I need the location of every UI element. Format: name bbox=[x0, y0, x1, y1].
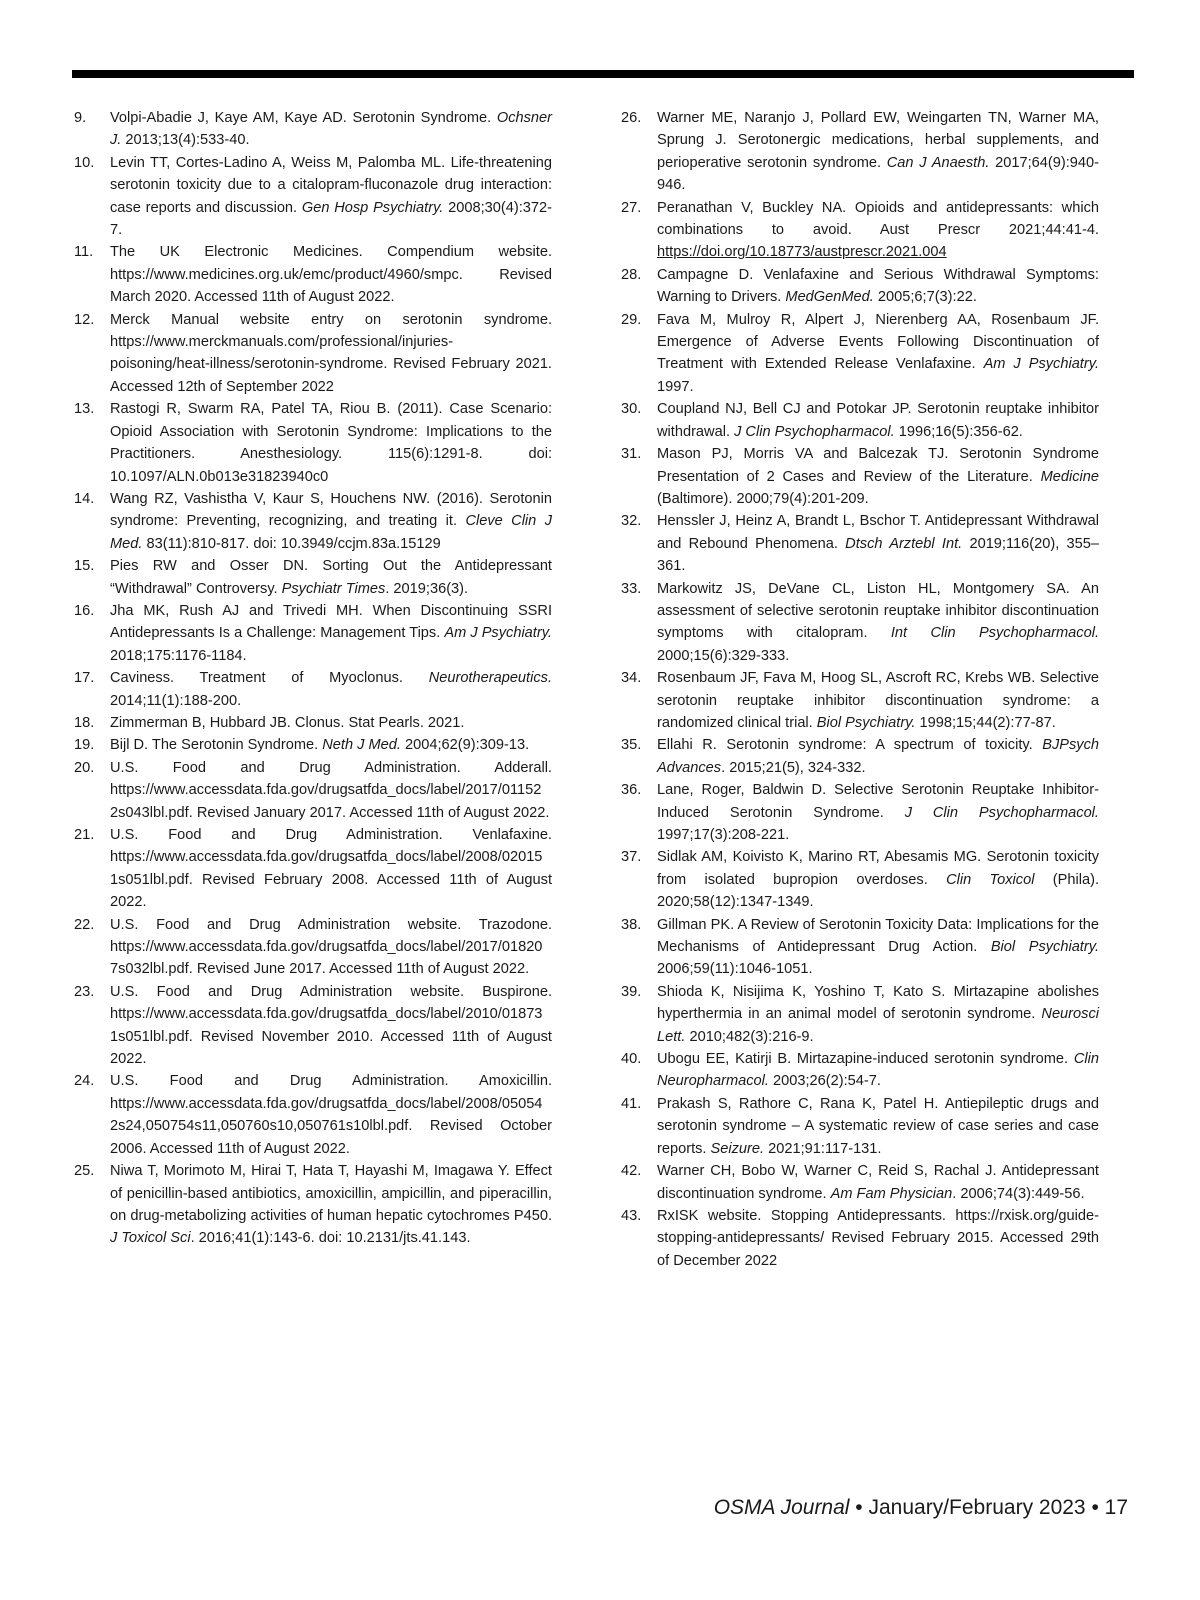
reference-text bbox=[110, 667, 552, 712]
reference-segment: Pies RW and Osser DN. Sorting Out the Antidepressant “Withdrawal” Controversy. bbox=[110, 558, 552, 597]
reference-segment: Fava M, Mulroy R, Alpert J, Nierenberg AA, Rosenbaum JF. Emergence of Adverse Events Following Discontinuation of Treatment with Extended Release Venlafaxine. bbox=[657, 311, 1099, 373]
reference-item bbox=[74, 309, 552, 399]
reference-number: 12. bbox=[74, 311, 95, 328]
reference-number: 23. bbox=[74, 983, 95, 1000]
reference-text bbox=[657, 914, 1099, 981]
reference-number: 37. bbox=[621, 849, 642, 866]
reference-number: 36. bbox=[621, 782, 642, 799]
reference-text bbox=[657, 1093, 1099, 1160]
journal-title: Neurotherapeutics. bbox=[428, 670, 552, 687]
reference-text bbox=[110, 398, 552, 488]
reference-text bbox=[657, 197, 1099, 264]
reference-segment: U.S. Food and Drug Administration. Adderall. https://www.accessdata.fda.gov/drugsatfda_docs/label/2017/01152 2s043lbl.pdf. Revised January 2017. Accessed 11th of August 2022. bbox=[110, 759, 552, 821]
reference-number: 11. bbox=[74, 244, 94, 261]
reference-number: 27. bbox=[621, 199, 642, 216]
reference-number: 28. bbox=[621, 266, 642, 283]
reference-segment: Markowitz JS, DeVane CL, Liston HL, Montgomery SA. An assessment of selective serotonin reuptake inhibitor discontinuation symptoms with citalopram. bbox=[657, 580, 1099, 642]
reference-item bbox=[74, 712, 552, 734]
header-rule bbox=[72, 70, 1134, 78]
reference-text bbox=[657, 1205, 1099, 1272]
reference-number: 18. bbox=[74, 714, 95, 731]
reference-number: 38. bbox=[621, 916, 642, 933]
reference-segment: 1996;16(5):356-62. bbox=[894, 423, 1023, 440]
reference-segment: Campagne D. Venlafaxine and Serious Withdrawal Symptoms: Warning to Drivers. bbox=[657, 266, 1099, 306]
reference-text bbox=[657, 981, 1099, 1048]
reference-text bbox=[110, 1160, 552, 1250]
reference-segment: Lane, Roger, Baldwin D. Selective Serotonin Reuptake Inhibitor-Induced Serotonin Syndrome. bbox=[657, 782, 1099, 821]
reference-segment: 2003;26(2):54-7. bbox=[768, 1073, 881, 1090]
reference-number: 21. bbox=[74, 827, 95, 843]
journal-title: Gen Hosp Psychiatry. bbox=[301, 199, 444, 216]
journal-title: Biol Psychiatry. bbox=[990, 939, 1099, 956]
reference-segment: The UK Electronic Medicines. Compendium website. https://www.medicines.org.uk/emc/product/4960/smpc. Revised March 2020. Accessed 11th of August 2022. bbox=[110, 244, 552, 306]
reference-item bbox=[621, 264, 1099, 309]
reference-text bbox=[110, 107, 552, 152]
reference-segment: . 2015;21(5), 324-332. bbox=[721, 759, 866, 776]
reference-segment: 2018;175:1176-1184. bbox=[110, 647, 247, 664]
reference-text bbox=[110, 824, 552, 914]
reference-segment: 1997. bbox=[657, 378, 694, 395]
journal-title: J Clin Psychopharmacol. bbox=[734, 423, 895, 440]
reference-segment: . 2006;74(3):449-56. bbox=[952, 1185, 1085, 1202]
journal-title: Clin Neuropharmacol. bbox=[657, 1051, 1099, 1090]
reference-item bbox=[74, 734, 552, 756]
reference-number: 33. bbox=[621, 580, 642, 597]
journal-title: Psychiatr Times bbox=[281, 580, 386, 597]
journal-title: J Toxicol Sci bbox=[110, 1230, 191, 1247]
reference-item bbox=[621, 734, 1099, 779]
reference-item bbox=[74, 488, 552, 555]
reference-segment: 1998;15;44(2):77-87. bbox=[915, 714, 1056, 731]
reference-item bbox=[74, 914, 552, 981]
footer-journal: OSMA Journal bbox=[713, 1496, 850, 1519]
journal-title: Clin Toxicol bbox=[946, 871, 1035, 888]
reference-segment: U.S. Food and Drug Administration. Venlafaxine. https://www.accessdata.fda.gov/drugsatfda_docs/label/2008/02015 1s051lbl.pdf. Revised February 2008. Accessed 11th of August 2022. bbox=[110, 827, 552, 911]
reference-segment: Rastogi R, Swarm RA, Patel TA, Riou B. (2011). Case Scenario: Opioid Association with Serotonin Syndrome: Implications to the Practitioners. Anesthesiology. 115(6):1291-8. doi: 10.1097/ALN.0b013e31823940c0 bbox=[110, 401, 552, 485]
reference-text bbox=[657, 1160, 1099, 1205]
journal-title: Medicine bbox=[1040, 468, 1099, 485]
journal-title: Seizure. bbox=[710, 1140, 765, 1157]
reference-number: 31. bbox=[621, 446, 642, 463]
reference-segment: RxISK website. Stopping Antidepressants. https://rxisk.org/guide-stopping-antidepressants/ Revised February 2015. Accessed 29th of December 2022 bbox=[657, 1207, 1099, 1269]
reference-item bbox=[621, 779, 1099, 846]
journal-title: BJPsych Advances bbox=[657, 737, 1099, 776]
reference-item bbox=[621, 667, 1099, 734]
references-column-right bbox=[621, 107, 1099, 1272]
reference-segment: Bijl D. The Serotonin Syndrome. bbox=[110, 737, 323, 754]
reference-segment: Henssler J, Heinz A, Brandt L, Bschor T. Antidepressant Withdrawal and Rebound Phenomena. bbox=[657, 513, 1099, 552]
reference-item bbox=[621, 578, 1099, 668]
reference-item bbox=[621, 398, 1099, 443]
reference-text bbox=[110, 712, 552, 734]
reference-number: 20. bbox=[74, 759, 95, 776]
reference-text bbox=[110, 600, 552, 667]
reference-number: 35. bbox=[621, 737, 642, 754]
reference-number: 26. bbox=[621, 110, 642, 126]
reference-segment: (Baltimore). 2000;79(4):201-209. bbox=[657, 490, 869, 507]
reference-segment: Merck Manual website entry on serotonin syndrome. https://www.merckmanuals.com/professional/injuries-poisoning/heat-illness/serotonin-syndrome. Revised February 2021. Accessed 12th of September 2022 bbox=[110, 311, 552, 395]
reference-text bbox=[657, 510, 1099, 577]
reference-item bbox=[621, 309, 1099, 399]
reference-text bbox=[110, 914, 552, 981]
reference-text bbox=[657, 309, 1099, 399]
reference-item bbox=[74, 555, 552, 600]
reference-item bbox=[74, 757, 552, 824]
reference-number: 10. bbox=[74, 154, 95, 171]
reference-text bbox=[110, 1070, 552, 1160]
reference-segment: U.S. Food and Drug Administration. Amoxicillin. https://www.accessdata.fda.gov/drugsatfda_docs/label/2008/05054 2s24,050754s11,050760s10,050761s10lbl.pdf. Revised October 2006. Accessed 11th of August 2022. bbox=[110, 1073, 552, 1157]
reference-text bbox=[657, 443, 1099, 510]
reference-number: 29. bbox=[621, 311, 642, 328]
reference-number: 19. bbox=[74, 737, 95, 754]
journal-title: Ochsner J. bbox=[110, 110, 552, 149]
reference-text bbox=[110, 981, 552, 1071]
reference-segment: 2006;59(11):1046-1051. bbox=[657, 961, 813, 978]
reference-text bbox=[657, 398, 1099, 443]
reference-item bbox=[621, 1160, 1099, 1205]
reference-segment: 2004;62(9):309-13. bbox=[400, 737, 530, 754]
reference-segment: Wang RZ, Vashistha V, Kaur S, Houchens NW. (2016). Serotonin syndrome: Preventing, recognizing, and treating it. bbox=[110, 490, 552, 530]
reference-segment: Mason PJ, Morris VA and Balcezak TJ. Serotonin Syndrome Presentation of 2 Cases and Review of the Literature. bbox=[657, 446, 1099, 485]
journal-title: Int Clin Psychopharmacol. bbox=[890, 625, 1099, 642]
journal-title: Am Fam Physician bbox=[830, 1185, 953, 1202]
reference-segment: 2013;13(4):533-40. bbox=[121, 132, 250, 149]
reference-segment: (Phila). 2020;58(12):1347-1349. bbox=[657, 871, 1100, 911]
reference-number: 9. bbox=[74, 110, 87, 126]
reference-text bbox=[657, 107, 1099, 197]
reference-text bbox=[657, 667, 1099, 734]
reference-number: 15. bbox=[74, 558, 95, 575]
reference-item bbox=[621, 1093, 1099, 1160]
reference-segment: Volpi-Abadie J, Kaye AM, Kaye AD. Serotonin Syndrome. bbox=[110, 110, 497, 126]
reference-item bbox=[74, 107, 552, 152]
reference-item bbox=[621, 1048, 1099, 1093]
reference-segment: Warner CH, Bobo W, Warner C, Reid S, Rachal J. Antidepressant discontinuation syndrome. bbox=[657, 1163, 1099, 1202]
reference-segment: Peranathan V, Buckley NA. Opioids and antidepressants: which combinations to avoid. Aust Prescr 2021;44:41-4. bbox=[657, 199, 1099, 239]
reference-segment: Levin TT, Cortes-Ladino A, Weiss M, Palomba ML. Life-threatening serotonin toxicity due to a citalopram-fluconazole drug interaction: case reports and discussion. bbox=[110, 154, 552, 216]
reference-segment: Prakash S, Rathore C, Rana K, Patel H. Antiepileptic drugs and serotonin syndrome – A systematic review of case series and case reports. bbox=[657, 1095, 1099, 1157]
reference-number: 34. bbox=[621, 670, 642, 687]
journal-title: MedGenMed. bbox=[785, 289, 874, 306]
reference-item bbox=[74, 398, 552, 488]
reference-text bbox=[110, 309, 552, 399]
reference-number: 42. bbox=[621, 1163, 642, 1180]
journal-title: Neth J Med. bbox=[322, 737, 401, 754]
references-column-left bbox=[74, 107, 552, 1250]
reference-segment: 2005;6;7(3):22. bbox=[873, 289, 977, 306]
reference-text bbox=[110, 734, 552, 756]
reference-segment: 2019;116(20), 355–361. bbox=[657, 535, 1099, 575]
reference-segment: 2000;15(6):329-333. bbox=[657, 647, 790, 664]
reference-segment: Zimmerman B, Hubbard JB. Clonus. Stat Pearls. 2021. bbox=[110, 714, 465, 731]
reference-text bbox=[657, 779, 1099, 846]
reference-segment: U.S. Food and Drug Administration website. Trazodone. https://www.accessdata.fda.gov/drugsatfda_docs/label/2017/01820 7s032lbl.pdf. Revised June 2017. Accessed 11th of August 2022. bbox=[110, 916, 552, 978]
reference-number: 40. bbox=[621, 1051, 642, 1068]
reference-number: 39. bbox=[621, 983, 642, 1000]
reference-item bbox=[74, 981, 552, 1071]
reference-segment: Niwa T, Morimoto M, Hirai T, Hata T, Hayashi M, Imagawa Y. Effect of penicillin-based antibiotics, amoxicillin, ampicillin, and piperacillin, on drug-metabolizing activities of human hepatic cytochromes P450. bbox=[110, 1163, 552, 1224]
reference-item bbox=[74, 241, 552, 308]
reference-number: 30. bbox=[621, 401, 642, 418]
reference-text bbox=[110, 241, 552, 308]
reference-item bbox=[621, 1205, 1099, 1272]
reference-number: 32. bbox=[621, 513, 642, 530]
journal-title: Biol Psychiatry. bbox=[816, 714, 916, 731]
reference-item bbox=[74, 824, 552, 914]
reference-segment: 2008;30(4):372-7. bbox=[110, 199, 552, 239]
reference-item bbox=[74, 600, 552, 667]
reference-number: 43. bbox=[621, 1207, 642, 1224]
reference-segment: Coupland NJ, Bell CJ and Potokar JP. Serotonin reuptake inhibitor withdrawal. bbox=[657, 401, 1099, 440]
reference-item bbox=[621, 197, 1099, 264]
reference-number: 14. bbox=[74, 490, 95, 507]
reference-text bbox=[657, 1048, 1099, 1093]
reference-item bbox=[621, 981, 1099, 1048]
journal-title: Cleve Clin J Med. bbox=[110, 513, 552, 552]
reference-segment: 83(11):810-817. doi: 10.3949/ccjm.83a.15129 bbox=[142, 535, 441, 552]
reference-segment: . 2019;36(3). bbox=[385, 580, 469, 597]
journal-title: Am J Psychiatry. bbox=[444, 625, 552, 642]
reference-number: 16. bbox=[74, 602, 95, 619]
journal-title: Am J Psychiatry. bbox=[983, 356, 1099, 373]
journal-title: J Clin Psychopharmacol. bbox=[904, 804, 1099, 821]
reference-number: 24. bbox=[74, 1073, 95, 1090]
reference-segment: Rosenbaum JF, Fava M, Hoog SL, Ascroft RC, Krebs WB. Selective serotonin reuptake inhibitor discontinuation syndrome: a randomized clinical trial. bbox=[657, 670, 1099, 731]
reference-number: 22. bbox=[74, 916, 95, 933]
reference-segment: 2021;91:117-131. bbox=[764, 1140, 882, 1157]
reference-segment: Caviness. Treatment of Myoclonus. bbox=[110, 670, 429, 687]
footer-issue: • January/February 2023 • 17 bbox=[849, 1496, 1128, 1519]
journal-title: Neurosci Lett. bbox=[657, 1006, 1099, 1045]
reference-segment: Sidlak AM, Koivisto K, Marino RT, Abesamis MG. Serotonin toxicity from isolated bupropion overdoses. bbox=[657, 849, 1099, 888]
reference-segment: 2017;64(9):940-946. bbox=[657, 154, 1099, 194]
reference-link[interactable]: https://doi.org/10.18773/austprescr.2021.004 bbox=[657, 244, 947, 261]
reference-segment: Jha MK, Rush AJ and Trivedi MH. When Discontinuing SSRI Antidepressants Is a Challenge: Management Tips. bbox=[110, 602, 552, 642]
reference-text bbox=[657, 734, 1099, 779]
reference-number: 41. bbox=[621, 1095, 642, 1112]
reference-text bbox=[110, 152, 552, 242]
reference-item bbox=[621, 510, 1099, 577]
journal-title: Can J Anaesth. bbox=[886, 154, 990, 171]
reference-text bbox=[110, 757, 552, 824]
reference-segment: Warner ME, Naranjo J, Pollard EW, Weingarten TN, Warner MA, Sprung J. Serotonergic medications, herbal supplements, and perioperative serotonin syndrome. bbox=[657, 110, 1099, 171]
reference-item bbox=[621, 107, 1099, 197]
journal-title: Dtsch Arztebl Int. bbox=[845, 535, 963, 552]
reference-segment: 2014;11(1):188-200. bbox=[110, 692, 242, 709]
reference-item bbox=[74, 152, 552, 242]
reference-number: 17. bbox=[74, 670, 95, 687]
reference-item bbox=[621, 846, 1099, 913]
reference-text bbox=[110, 555, 552, 600]
reference-segment: 1997;17(3):208-221. bbox=[657, 827, 790, 843]
reference-segment: Ellahi R. Serotonin syndrome: A spectrum of toxicity. bbox=[657, 737, 1043, 754]
reference-item bbox=[74, 667, 552, 712]
reference-text bbox=[110, 488, 552, 555]
reference-item bbox=[621, 443, 1099, 510]
reference-item bbox=[74, 1160, 552, 1250]
reference-segment: Gillman PK. A Review of Serotonin Toxicity Data: Implications for the Mechanisms of Antidepressant Drug Action. bbox=[657, 916, 1099, 956]
reference-text bbox=[657, 578, 1099, 668]
reference-item bbox=[621, 914, 1099, 981]
reference-segment: Ubogu EE, Katirji B. Mirtazapine-induced serotonin syndrome. bbox=[657, 1051, 1074, 1068]
reference-text bbox=[657, 846, 1099, 913]
reference-number: 13. bbox=[74, 401, 95, 418]
reference-number: 25. bbox=[74, 1163, 95, 1180]
reference-text bbox=[657, 264, 1099, 309]
reference-segment: Shioda K, Nisijima K, Yoshino T, Kato S. Mirtazapine abolishes hyperthermia in an animal model of serotonin syndrome. bbox=[657, 983, 1099, 1023]
reference-item bbox=[74, 1070, 552, 1160]
reference-segment: 2010;482(3):216-9. bbox=[685, 1028, 814, 1045]
reference-segment: . 2016;41(1):143-6. doi: 10.2131/jts.41.143. bbox=[190, 1230, 471, 1247]
page-footer bbox=[714, 1496, 1128, 1520]
reference-segment: U.S. Food and Drug Administration website. Buspirone. https://www.accessdata.fda.gov/drugsatfda_docs/label/2010/01873 1s051lbl.pdf. Revised November 2010. Accessed 11th of August 2022. bbox=[110, 983, 552, 1068]
